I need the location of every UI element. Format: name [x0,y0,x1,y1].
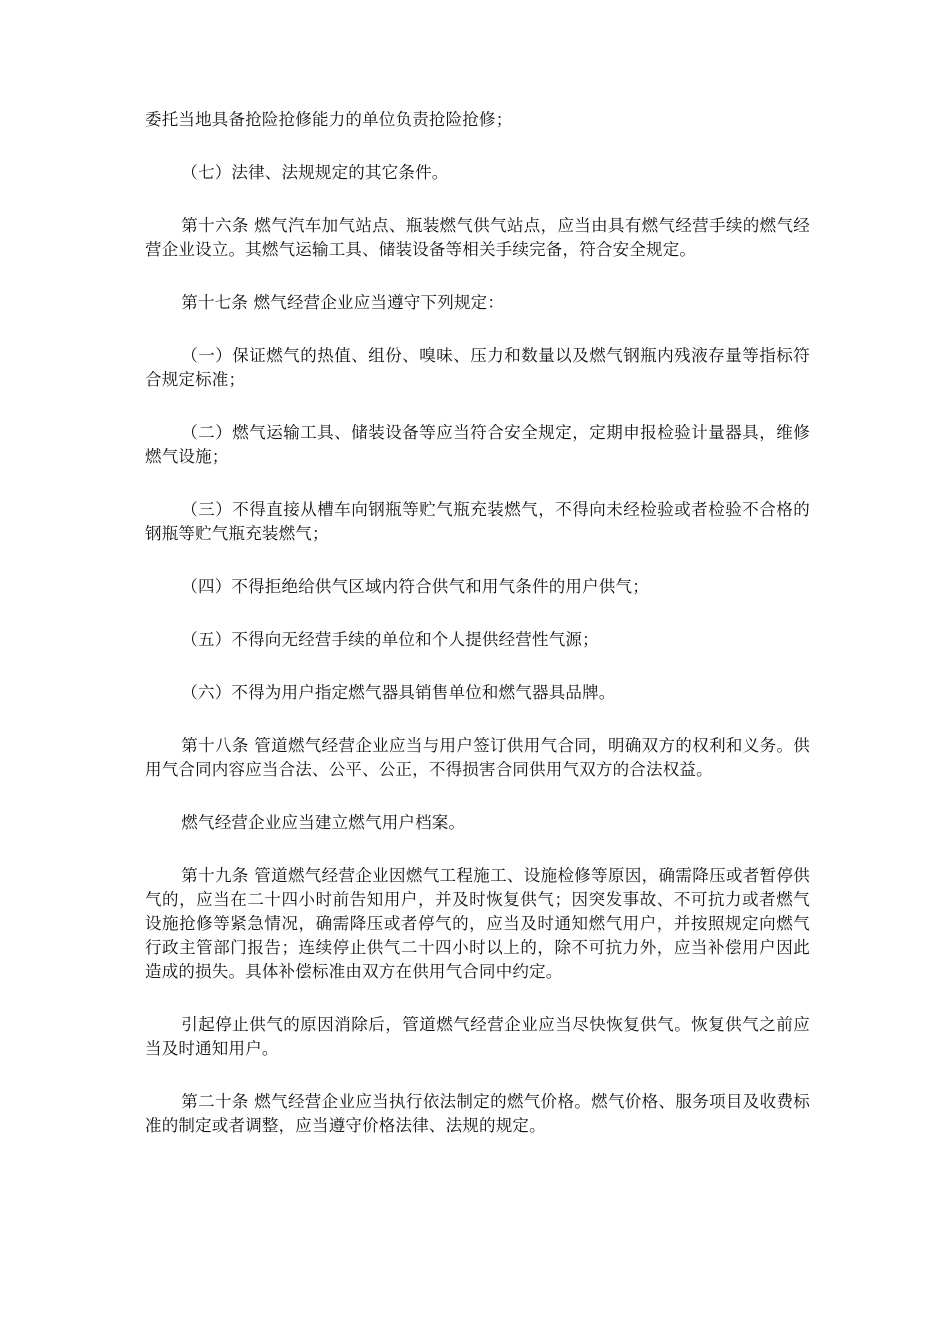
paragraph-article-16: 第十六条 燃气汽车加气站点、瓶装燃气供气站点，应当由具有燃气经营手续的燃气经营企业设立。其燃气运输工具、储装设备等相关手续完备，符合安全规定。 [145,216,810,259]
paragraph-user-records: 燃气经营企业应当建立燃气用户档案。 [181,813,466,832]
paragraph-item-2: （二）燃气运输工具、储装设备等应当符合安全规定，定期申报检验计量器具，维修燃气设施； [145,423,810,466]
paragraph-item-7: （七）法律、法规规定的其它条件。 [181,163,449,182]
paragraph-article-18: 第十八条 管道燃气经营企业应当与用户签订供用气合同，明确双方的权利和义务。供用气合同内容应当合法、公平、公正，不得损害合同供用气双方的合法权益。 [145,736,810,779]
paragraph-restore-supply: 引起停止供气的原因消除后，管道燃气经营企业应当尽快恢复供气。恢复供气之前应当及时通知用户。 [145,1015,810,1058]
paragraph-item-3: （三）不得直接从槽车向钢瓶等贮气瓶充装燃气，不得向未经检验或者检验不合格的钢瓶等贮气瓶充装燃气； [145,500,810,543]
paragraph-item-6: （六）不得为用户指定燃气器具销售单位和燃气器具品牌。 [181,683,616,702]
paragraph-item-5: （五）不得向无经营手续的单位和个人提供经营性气源； [181,630,599,649]
document-page [145,108,810,1167]
paragraph-article-17: 第十七条 燃气经营企业应当遵守下列规定： [181,293,505,312]
paragraph-continuation: 委托当地具备抢险抢修能力的单位负责抢险抢修； [145,110,513,129]
paragraph-item-4: （四）不得拒绝给供气区域内符合供气和用气条件的用户供气； [181,577,649,596]
paragraph-article-20: 第二十条 燃气经营企业应当执行依法制定的燃气价格。燃气价格、服务项目及收费标准的制定或者调整，应当遵守价格法律、法规的规定。 [145,1092,810,1135]
paragraph-article-19: 第十九条 管道燃气经营企业因燃气工程施工、设施检修等原因，确需降压或者暂停供气的，应当在二十四小时前告知用户，并及时恢复供气；因突发事故、不可抗力或者燃气设施抢修等紧急情况，确需降压或者停气的，应当及时通知燃气用户，并按照规定向燃气行政主管部门报告；连续停止供气二十四小时以上的，除不可抗力外，应当补偿用户因此造成的损失。具体补偿标准由双方在供用气合同中约定。 [145,866,810,981]
paragraph-item-1: （一）保证燃气的热值、组份、嗅味、压力和数量以及燃气钢瓶内残液存量等指标符合规定标准； [145,346,810,389]
